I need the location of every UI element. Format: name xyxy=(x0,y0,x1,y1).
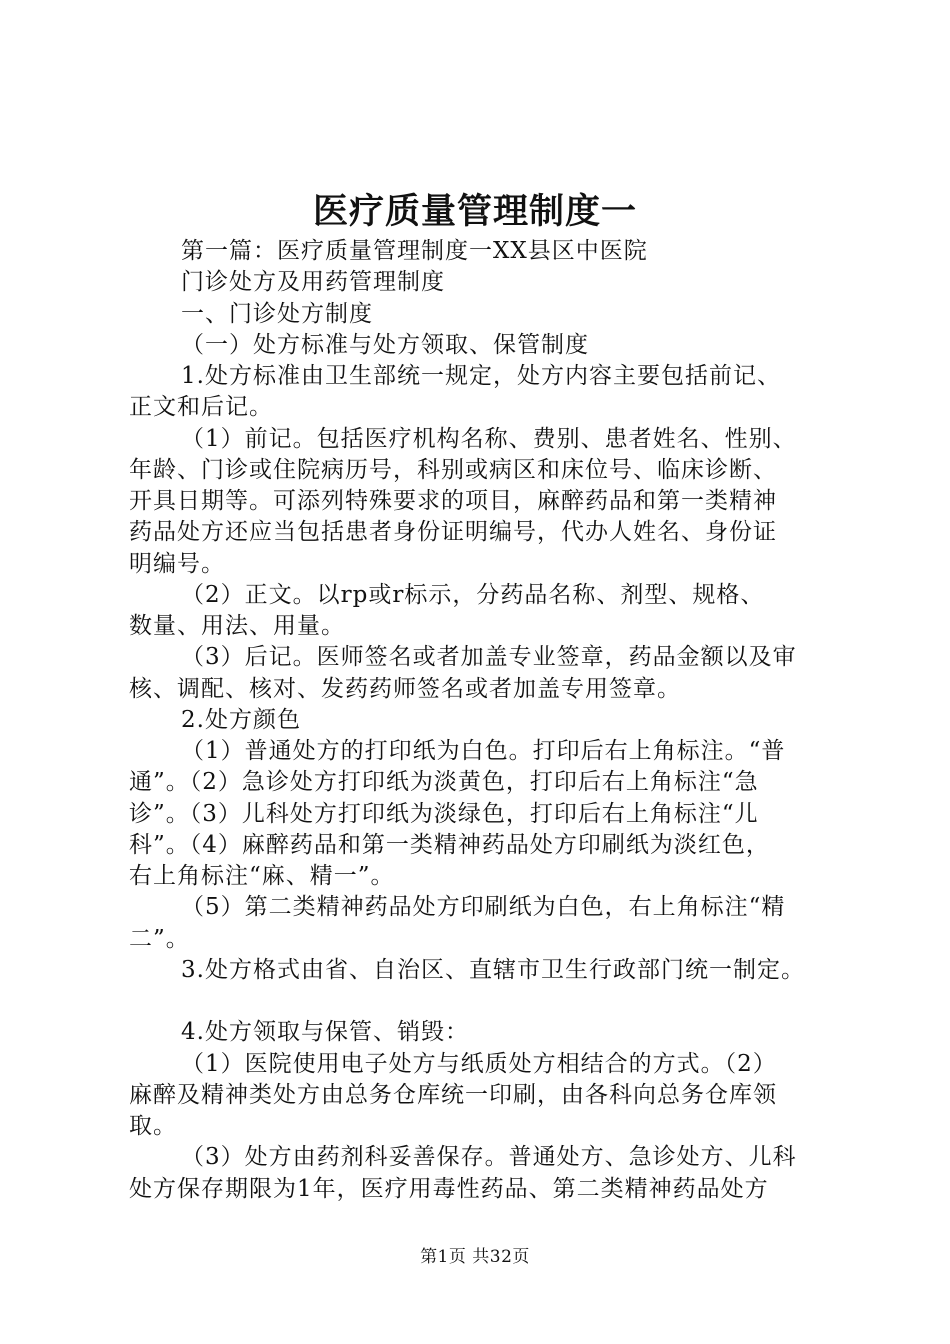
text-line: 处方保存期限为1年，医疗用毒性药品、第二类精神药品处方 xyxy=(129,1176,769,1202)
text-line: 右上角标注“麻、精一”。 xyxy=(129,863,395,889)
text-line: 开具日期等。可添列特殊要求的项目，麻醉药品和第一类精神 xyxy=(129,488,777,514)
text-line: 诊”。（3）儿科处方打印纸为淡绿色，打印后右上角标注“儿 xyxy=(129,801,759,827)
text-line: （2）正文。以rp或r标示，分药品名称、剂型、规格、 xyxy=(181,582,765,608)
text-line: 麻醉及精神类处方由总务仓库统一印刷，由各科向总务仓库领 xyxy=(129,1082,777,1108)
text-line: 正文和后记。 xyxy=(129,394,273,420)
text-line: （5）第二类精神药品处方印刷纸为白色，右上角标注“精 xyxy=(181,894,786,920)
text-line: （3）处方由药剂科妥善保存。普通处方、急诊处方、儿科 xyxy=(181,1144,797,1170)
page-footer: 第1页 共32页 xyxy=(420,1247,530,1267)
text-line: 科”。（4）麻醉药品和第一类精神药品处方印刷纸为淡红色， xyxy=(129,832,770,858)
text-line: 一、门诊处方制度 xyxy=(181,301,373,327)
text-line: 核、调配、核对、发药药师签名或者加盖专用签章。 xyxy=(129,676,681,702)
text-line: 门诊处方及用药管理制度 xyxy=(181,269,445,295)
text-line: （1）前记。包括医疗机构名称、费别、患者姓名、性别、 xyxy=(181,426,797,452)
text-line: （一）处方标准与处方领取、保管制度 xyxy=(181,332,589,358)
text-line: （3）后记。医师签名或者加盖专业签章，药品金额以及审 xyxy=(181,644,797,670)
text-line: 二”。 xyxy=(129,926,190,952)
text-line: 2.处方颜色 xyxy=(181,707,301,733)
text-line: 明编号。 xyxy=(129,551,225,577)
text-line: （1）医院使用电子处方与纸质处方相结合的方式。（2） xyxy=(181,1051,777,1077)
text-line: 年龄、门诊或住院病历号，科别或病区和床位号、临床诊断、 xyxy=(129,457,777,483)
text-line: 1.处方标准由卫生部统一规定，处方内容主要包括前记、 xyxy=(181,363,781,389)
text-line: 数量、用法、用量。 xyxy=(129,613,345,639)
text-line: 4.处方领取与保管、销毁： xyxy=(181,1019,469,1045)
document-title: 医疗质量管理制度一 xyxy=(312,191,637,232)
text-line: 取。 xyxy=(129,1113,177,1139)
text-line: 药品处方还应当包括患者身份证明编号，代办人姓名、身份证 xyxy=(129,519,777,545)
text-line: 通”。（2）急诊处方打印纸为淡黄色，打印后右上角标注“急 xyxy=(129,769,759,795)
text-line: 3.处方格式由省、自治区、直辖市卫生行政部门统一制定。 xyxy=(181,957,805,983)
text-line: （1）普通处方的打印纸为白色。打印后右上角标注。“普 xyxy=(181,738,786,764)
text-line: 第一篇：医疗质量管理制度一XX县区中医院 xyxy=(181,238,648,264)
